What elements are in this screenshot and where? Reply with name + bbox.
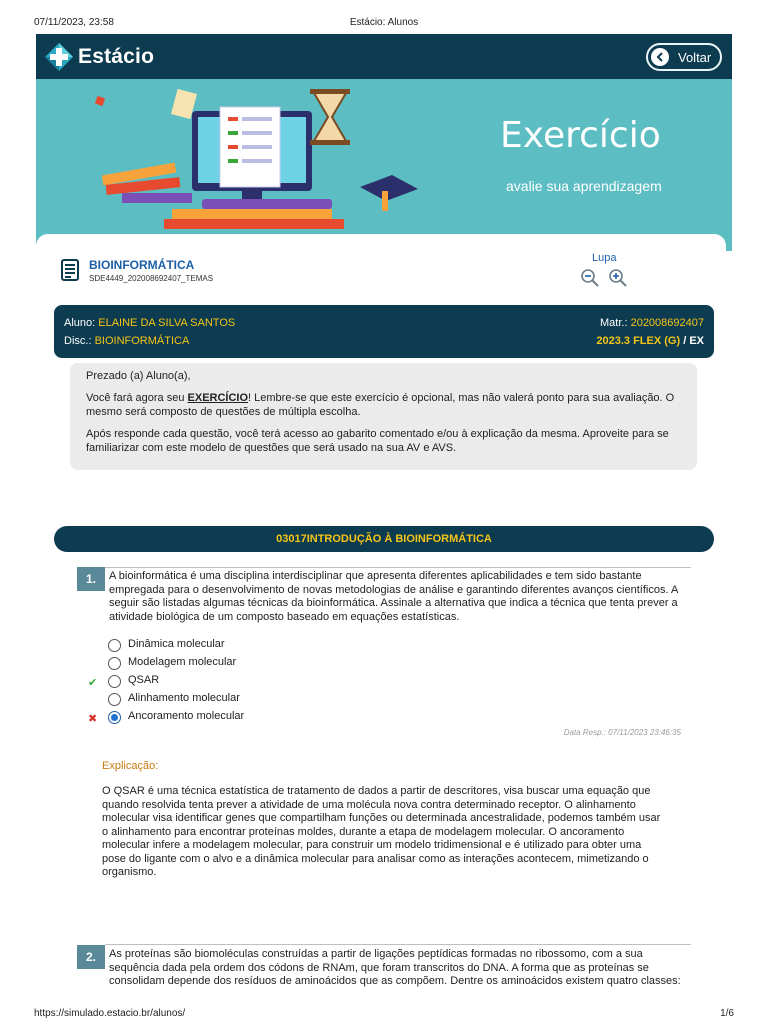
top-bar <box>36 34 732 79</box>
intro-paragraph-2: Após responde cada questão, você terá acesso ao gabarito comentado e/ou à explicação da mesma. Aproveite para se familiarizar com este modelo de questões que será usado na sua AV e AVS. <box>86 428 669 454</box>
cross-icon: ✖ <box>88 713 98 725</box>
class-type: EX <box>689 335 704 347</box>
print-page-number: 1/6 <box>720 1008 734 1019</box>
registration-row <box>600 317 704 329</box>
option-label: Modelagem molecular <box>128 656 237 668</box>
question-number: 2. <box>77 945 105 969</box>
intro-box <box>70 363 697 470</box>
back-button[interactable] <box>646 43 722 71</box>
intro-p1-before: Você fará agora seu <box>86 392 188 404</box>
explanation-title: Explicação: <box>102 760 159 772</box>
student-name: ELAINE DA SILVA SANTOS <box>98 317 236 329</box>
print-footer <box>0 1004 768 1024</box>
discipline-name: BIOINFORMÁTICA <box>94 335 190 347</box>
option-label: Alinhamento molecular <box>128 692 240 704</box>
response-date: Data Resp.: 07/11/2023 23:46:35 <box>563 728 681 737</box>
estacio-logo-icon <box>44 42 74 72</box>
intro-p1-after: ! Lembre-se que este exercício é opcional, mas não valerá ponto para sua avaliação. O mesmo será composto de questões de múltipla escolha. <box>86 392 675 418</box>
intro-greeting: Prezado (a) Aluno(a), <box>86 370 191 382</box>
study-illustration <box>92 87 432 237</box>
lupa-label: Lupa <box>592 252 617 264</box>
back-button-label: Voltar <box>678 50 712 65</box>
radio-button[interactable] <box>108 639 121 652</box>
radio-button[interactable] <box>108 675 121 688</box>
registration-label: Matr.: <box>600 317 628 329</box>
check-icon: ✔ <box>88 677 98 689</box>
zoom-out-icon[interactable] <box>580 268 600 288</box>
discipline-row <box>64 335 189 347</box>
option-label: QSAR <box>128 674 160 686</box>
exercise-link[interactable]: EXERCÍCIO <box>187 392 249 404</box>
chevron-left-icon <box>651 48 669 66</box>
zoom-in-icon[interactable] <box>608 268 628 288</box>
question-divider <box>105 944 691 945</box>
print-title: Estácio: Alunos <box>349 17 419 28</box>
hero-banner <box>36 79 732 251</box>
question-text: A bioinformática é uma disciplina interdisciplinar que apresenta diferentes aplicabilidades e tem sido bastante empregada para o desenvolvimento de novas metodologias de análise e garantindo diferentes avanços científicos. A seguir são listadas algumas técnicas da bioinformática. Assinale a alternativa que indica a técnica que tenta prever a atividade biológica de um composto baseado em equações estatísticas. <box>109 570 678 623</box>
print-datetime: 07/11/2023, 23:58 <box>34 17 114 28</box>
print-url: https://simulado.estacio.br/alunos/ <box>34 1008 186 1019</box>
student-name-row <box>64 317 235 329</box>
document-icon <box>61 259 81 281</box>
class-separator: / <box>680 335 690 347</box>
option-label: Ancoramento molecular <box>128 710 245 722</box>
student-name-label: Aluno: <box>64 317 96 329</box>
print-header <box>0 0 768 32</box>
discipline-label: Disc.: <box>64 335 92 347</box>
question-number: 1. <box>77 567 105 591</box>
registration-number: 202008692407 <box>630 317 704 329</box>
banner-title: Exercício <box>500 115 661 156</box>
radio-button[interactable] <box>108 693 121 706</box>
class-row <box>596 335 704 347</box>
course-title: BIOINFORMÁTICA <box>89 258 195 272</box>
radio-button-selected[interactable] <box>108 711 121 724</box>
logo-text: Estácio <box>78 45 155 68</box>
banner-subtitle: avalie sua aprendizagem <box>506 178 662 194</box>
question-text: As proteínas são biomoléculas construídas a partir de ligações peptídicas formadas no ribossomo, com a sua sequência dada pela ordem dos códons de RNAm, que foram transcritos do DNA. A forma que as proteínas se consolidam depende dos resíduos de aminoácidos que as compõem. Dentre os aminoácidos existem quatro classes: <box>109 948 681 987</box>
section-header: 03017INTRODUÇÃO À BIOINFORMÁTICA <box>54 526 714 552</box>
student-info-bar <box>54 305 714 358</box>
course-code: SDE4449_202008692407_TEMAS <box>89 274 214 283</box>
option-label: Dinâmica molecular <box>128 638 225 650</box>
explanation-text: O QSAR é uma técnica estatística de tratamento de dados a partir de descritores, visa buscar uma equação que quando resolvida tenta prever a atividade de uma molécula nova contra determinado receptor. O alinhamento molecular visa identificar genes que compartilham funções ou determinada ancestralidade, podemos também usar o alinhamento para encontrar proteínas moldes, durante a etapa de modelagem molecular. O ancoramento molecular infere a modelagem molecular, para construir um modelo tridimensional e é utilizado para obter uma pose do ligante com o alvo e a dinâmica molecular para analisar como as interações acontecem, mimetizando o organismo. <box>102 785 661 878</box>
radio-button[interactable] <box>108 657 121 670</box>
class-code: 2023.3 FLEX (G) <box>596 335 681 347</box>
question-divider <box>105 567 691 568</box>
intro-paragraph-1 <box>86 391 681 419</box>
